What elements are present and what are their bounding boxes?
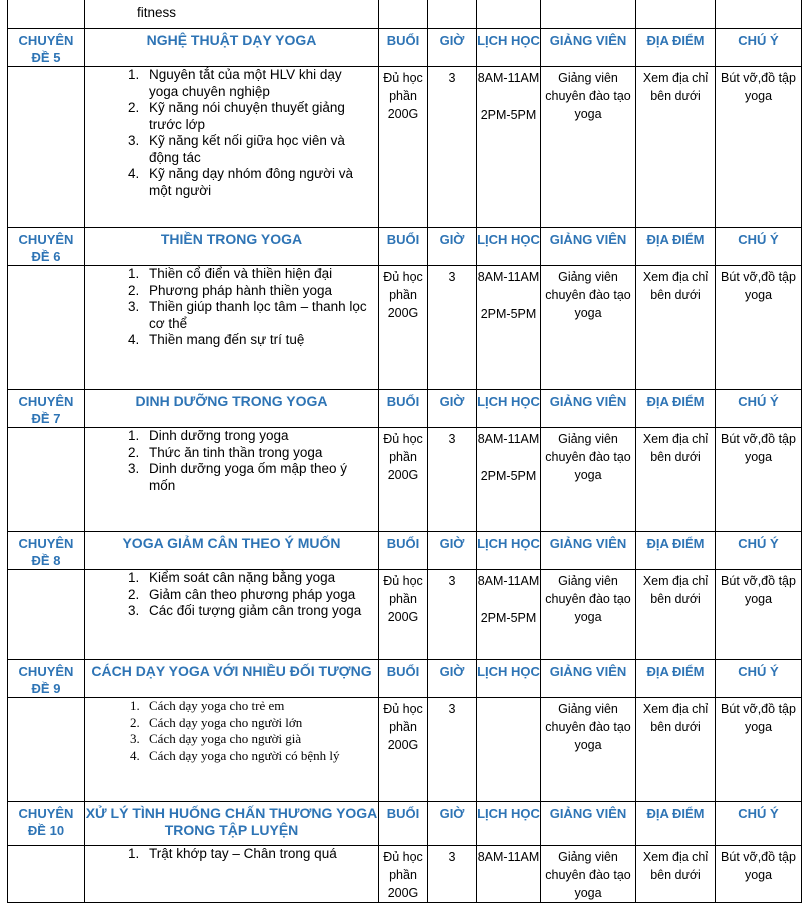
column-schedule: LỊCH HỌC	[477, 532, 541, 570]
topic-header-row	[8, 29, 802, 67]
list-item: 1. Dinh dưỡng trong yoga	[143, 428, 374, 445]
topic-title: XỬ LÝ TÌNH HUỐNG CHẤN THƯƠNG YOGA TRONG TẬP LUYỆN	[85, 802, 379, 846]
topic-label: CHUYÊN ĐỀ 6	[8, 228, 85, 266]
schedule-afternoon: 2PM-5PM	[480, 307, 537, 321]
instructor-cell: Giảng viên chuyên đào tạo yoga	[541, 266, 636, 390]
location-cell: Xem địa chỉ bên dưới	[636, 266, 716, 390]
list-item: 3. Cách dạy yoga cho người già	[143, 731, 374, 748]
note-cell: Bút vỡ,đồ tập yoga	[716, 67, 802, 228]
instructor-cell: Giảng viên chuyên đào tạo yoga	[541, 698, 636, 802]
topic-label: CHUYÊN ĐỀ 9	[8, 660, 85, 698]
topic-header-row	[8, 390, 802, 428]
topic-label: CHUYÊN ĐỀ 7	[8, 390, 85, 428]
column-schedule: LỊCH HỌC	[477, 660, 541, 698]
topic-items	[85, 428, 378, 494]
topic-title: THIỀN TRONG YOGA	[85, 228, 379, 266]
list-item: 1. Kiểm soát cân nặng bằng yoga	[143, 570, 374, 587]
topic-label: CHUYÊN ĐỀ 8	[8, 532, 85, 570]
instructor-cell: Giảng viên chuyên đào tạo yoga	[541, 846, 636, 903]
column-instructor: GIẢNG VIÊN	[541, 660, 636, 698]
location-cell: Xem địa chỉ bên dưới	[636, 570, 716, 660]
column-instructor: GIẢNG VIÊN	[541, 390, 636, 428]
schedule-cell	[477, 428, 541, 532]
topic-header-row	[8, 532, 802, 570]
sessions-cell: Đủ học phần 200G	[379, 698, 428, 802]
column-sessions: BUỔI	[379, 29, 428, 67]
topic-body-row	[8, 570, 802, 660]
column-hours: GIỜ	[428, 660, 477, 698]
schedule-morning: 8AM-11AM	[477, 71, 540, 85]
list-item: 2. Kỹ năng nói chuyện thuyết giảng trước lớp	[143, 100, 374, 133]
column-sessions: BUỔI	[379, 228, 428, 266]
schedule-afternoon: 2PM-5PM	[480, 108, 537, 122]
column-note: CHÚ Ý	[716, 532, 802, 570]
location-cell: Xem địa chỉ bên dưới	[636, 428, 716, 532]
schedule-morning: 8AM-11AM	[477, 574, 540, 588]
note-cell: Bút vỡ,đồ tập yoga	[716, 698, 802, 802]
column-schedule: LỊCH HỌC	[477, 802, 541, 846]
topic-items	[85, 846, 378, 863]
column-location: ĐỊA ĐIỂM	[636, 660, 716, 698]
list-item: 4. Cách dạy yoga cho người có bệnh lý	[143, 748, 374, 765]
column-instructor: GIẢNG VIÊN	[541, 228, 636, 266]
topic-body-row	[8, 698, 802, 802]
note-cell: Bút vỡ,đồ tập yoga	[716, 570, 802, 660]
list-item: 3. Kỹ năng kết nối giữa học viên và động tác	[143, 133, 374, 166]
topic-body-row	[8, 846, 802, 903]
instructor-cell: Giảng viên chuyên đào tạo yoga	[541, 570, 636, 660]
list-item: 4. Kỹ năng dạy nhóm đông người và một người	[143, 166, 374, 199]
topic-items	[85, 698, 378, 764]
column-location: ĐỊA ĐIỂM	[636, 802, 716, 846]
column-location: ĐỊA ĐIỂM	[636, 390, 716, 428]
schedule-afternoon: 2PM-5PM	[480, 469, 537, 483]
column-note: CHÚ Ý	[716, 228, 802, 266]
topic-items	[85, 266, 378, 349]
schedule-cell	[477, 67, 541, 228]
column-sessions: BUỔI	[379, 802, 428, 846]
topic-body-row	[8, 67, 802, 228]
curriculum-table	[7, 0, 802, 903]
schedule-cell	[477, 846, 541, 903]
column-schedule: LỊCH HỌC	[477, 390, 541, 428]
list-item: 2. Giảm cân theo phương pháp yoga	[143, 587, 374, 604]
list-item: 3. Thiền giúp thanh lọc tâm – thanh lọc cơ thể	[143, 299, 374, 332]
sessions-cell: Đủ học phần 200G	[379, 67, 428, 228]
list-item: 4. Thiền mang đến sự trí tuệ	[143, 332, 374, 349]
column-schedule: LỊCH HỌC	[477, 228, 541, 266]
schedule-morning: 8AM-11AM	[477, 270, 540, 284]
topic-items	[85, 67, 378, 199]
column-hours: GIỜ	[428, 29, 477, 67]
note-cell: Bút vỡ,đồ tập yoga	[716, 428, 802, 532]
list-item: 3. Dinh dưỡng yoga ốm mập theo ý mốn	[143, 461, 374, 494]
column-sessions: BUỔI	[379, 390, 428, 428]
topic-header-row	[8, 802, 802, 846]
schedule-morning: 8AM-11AM	[477, 432, 540, 446]
topic-title: CÁCH DẠY YOGA VỚI NHIỀU ĐỐI TƯỢNG	[85, 660, 379, 698]
column-location: ĐỊA ĐIỂM	[636, 228, 716, 266]
schedule-cell	[477, 698, 541, 802]
topic-label: CHUYÊN ĐỀ 5	[8, 29, 85, 67]
column-note: CHÚ Ý	[716, 29, 802, 67]
topic-title: DINH DƯỠNG TRONG YOGA	[85, 390, 379, 428]
column-note: CHÚ Ý	[716, 802, 802, 846]
list-item: 2. Thức ăn tinh thần trong yoga	[143, 445, 374, 462]
instructor-cell: Giảng viên chuyên đào tạo yoga	[541, 67, 636, 228]
column-sessions: BUỔI	[379, 660, 428, 698]
column-hours: GIỜ	[428, 532, 477, 570]
topic-title: NGHỆ THUẬT DẠY YOGA	[85, 29, 379, 67]
column-schedule: LỊCH HỌC	[477, 29, 541, 67]
topic-label: CHUYÊN ĐỀ 10	[8, 802, 85, 846]
location-cell: Xem địa chỉ bên dưới	[636, 67, 716, 228]
column-instructor: GIẢNG VIÊN	[541, 802, 636, 846]
column-location: ĐỊA ĐIỂM	[636, 29, 716, 67]
hours-cell: 3	[428, 428, 477, 532]
note-cell: Bút vỡ,đồ tập yoga	[716, 266, 802, 390]
column-note: CHÚ Ý	[716, 660, 802, 698]
sessions-cell: Đủ học phần 200G	[379, 266, 428, 390]
topic-items	[85, 570, 378, 620]
hours-cell: 3	[428, 67, 477, 228]
schedule-cell	[477, 266, 541, 390]
location-cell: Xem địa chỉ bên dưới	[636, 846, 716, 903]
sessions-cell: Đủ học phần 200G	[379, 570, 428, 660]
list-item: 1. Thiền cổ điển và thiền hiện đại	[143, 266, 374, 283]
hours-cell: 3	[428, 698, 477, 802]
note-cell: Bút vỡ,đồ tập yoga	[716, 846, 802, 903]
column-hours: GIỜ	[428, 228, 477, 266]
list-item: 1. Trật khớp tay – Chân trong quá	[143, 846, 374, 863]
topic-body-row	[8, 266, 802, 390]
schedule-afternoon: 2PM-5PM	[480, 611, 537, 625]
list-item: 2. Phương pháp hành thiền yoga	[143, 283, 374, 300]
sessions-cell: Đủ học phần 200G	[379, 846, 428, 903]
list-item: 2. Cách dạy yoga cho người lớn	[143, 715, 374, 732]
topic-header-row	[8, 228, 802, 266]
column-instructor: GIẢNG VIÊN	[541, 532, 636, 570]
hours-cell: 3	[428, 570, 477, 660]
column-hours: GIỜ	[428, 390, 477, 428]
sessions-cell: Đủ học phần 200G	[379, 428, 428, 532]
list-item: 1. Nguyên tắt của một HLV khi dạy yoga chuyên nghiệp	[143, 67, 374, 100]
topic-body-row	[8, 428, 802, 532]
column-hours: GIỜ	[428, 802, 477, 846]
column-instructor: GIẢNG VIÊN	[541, 29, 636, 67]
topic-title: YOGA GIẢM CÂN THEO Ý MUỐN	[85, 532, 379, 570]
schedule-cell	[477, 570, 541, 660]
column-location: ĐỊA ĐIỂM	[636, 532, 716, 570]
hours-cell: 3	[428, 266, 477, 390]
topic-header-row	[8, 660, 802, 698]
instructor-cell: Giảng viên chuyên đào tạo yoga	[541, 428, 636, 532]
list-item: 3. Các đối tượng giảm cân trong yoga	[143, 603, 374, 620]
column-sessions: BUỔI	[379, 532, 428, 570]
top-fragment: fitness	[137, 5, 177, 20]
schedule-morning: 8AM-11AM	[477, 850, 540, 864]
hours-cell: 3	[428, 846, 477, 903]
list-item: 1. Cách dạy yoga cho trẻ em	[143, 698, 374, 715]
table-row	[8, 0, 802, 29]
column-note: CHÚ Ý	[716, 390, 802, 428]
location-cell: Xem địa chỉ bên dưới	[636, 698, 716, 802]
